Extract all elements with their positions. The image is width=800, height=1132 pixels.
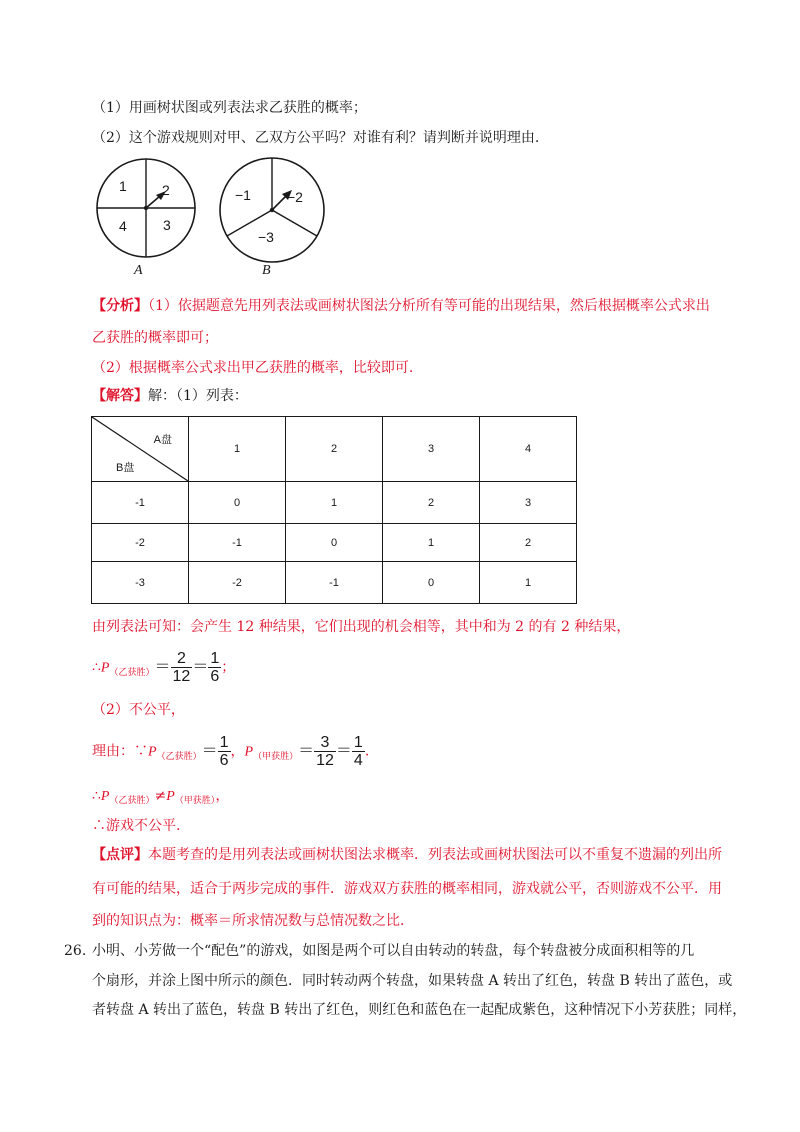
equals-sign: ＝ (154, 658, 171, 676)
prob-yi-line (92, 650, 235, 687)
corner-label-b: B盘 (116, 462, 135, 474)
therefore-symbol: ∴ (92, 659, 101, 676)
table-cell: -1 (286, 562, 383, 604)
question-26-number: 26. (64, 943, 87, 959)
comment-line-2: 有可能的结果，适合于两步完成的事件．游戏双方获胜的概率相同，游戏就公平，否则游戏不公平．用 (92, 881, 722, 897)
table-cell: 3 (480, 482, 577, 524)
part-2-line: （2）不公平， (92, 702, 185, 718)
p-symbol: P (148, 744, 157, 760)
p-yi-subscript: （乙获胜） (109, 667, 155, 678)
table-row-label: -1 (92, 482, 189, 524)
equals-sign: ＝ (201, 742, 218, 760)
table-corner-cell (92, 417, 189, 482)
table-header-cell: 1 (189, 417, 286, 482)
analysis-line-1 (92, 297, 710, 315)
p-symbol: P (100, 660, 110, 676)
fraction-2-12: $\frac{2}{12}$ (172, 650, 191, 685)
table-cell: 0 (189, 482, 286, 524)
equals-sign: ＝ (298, 742, 315, 760)
question-1: （1）用画树状图或列表法求乙获胜的概率； (92, 100, 367, 116)
comment-tag: 【点评】 (92, 847, 148, 863)
spinner-a-figure (86, 158, 206, 266)
table-row (92, 524, 577, 562)
table-row-label: -2 (92, 524, 189, 562)
sum-table (91, 416, 577, 604)
comment-text-1: 本题考查的是用列表法或画树状图法求概率．列表法或画树状图法可以不重复不遗漏的列出所 (148, 847, 722, 863)
spinner-a-sector-4: 4 (119, 218, 127, 234)
table-cell: 2 (383, 482, 480, 524)
p-jia-subscript: （甲获胜） (253, 751, 299, 762)
solution-intro-text: 解：（1）列表： (148, 388, 248, 404)
table-cell: 2 (480, 524, 577, 562)
comment-line-1 (92, 846, 722, 864)
question-26-line-3: 者转盘 A 转出了蓝色，转盘 B 转出了红色，则红色和蓝色在一起配成紫色，这种情况下小芳获胜；同样， (92, 1002, 747, 1018)
comment-line-3: 到的知识点为：概率＝所求情况数与总情况数之比． (92, 913, 414, 929)
comma: ， (215, 788, 230, 804)
solution-tag: 【解答】 (92, 388, 148, 404)
table-header-row (92, 417, 577, 482)
table-cell: 0 (286, 524, 383, 562)
reason-label: 理由：∵ (92, 743, 148, 760)
question-2: （2）这个游戏规则对甲、乙双方公平吗？对谁有利？请判断并说明理由. (92, 130, 540, 146)
fraction-1-4: $\frac{1}{4}$ (353, 734, 363, 769)
comma: ， (230, 743, 245, 760)
p-symbol: P (244, 744, 254, 760)
p-yi-subscript: （乙获胜） (156, 751, 202, 762)
spinner-a-caption: A (134, 263, 143, 278)
spinner-b-caption: B (262, 263, 271, 278)
table-header-cell: 2 (286, 417, 383, 482)
fraction-1-6: $\frac{1}{6}$ (210, 650, 220, 685)
spinner-a-sector-3: 3 (163, 217, 171, 233)
therefore-symbol: ∴ (92, 788, 101, 804)
spinner-b-sector-minus-1: −1 (235, 187, 251, 203)
table-header-cell: 3 (383, 417, 480, 482)
table-cell: 1 (286, 482, 383, 524)
table-cell: -1 (189, 524, 286, 562)
table-header-cell: 4 (480, 417, 577, 482)
question-26-line-2: 个扇形，并涂上图中所示的颜色．同时转动两个转盘，如果转盘 A 转出了红色，转盘 B 转出了蓝色，或 (92, 973, 733, 989)
analysis-line-3: （2）根据概率公式求出甲乙获胜的概率，比较即可. (92, 360, 414, 376)
equals-sign: ＝ (335, 742, 352, 760)
neq-line (92, 787, 229, 807)
equals-sign: ＝ (192, 658, 209, 676)
period: . (364, 743, 370, 760)
reason-line (92, 734, 369, 771)
p-symbol: P (166, 789, 175, 804)
analysis-line-2: 乙获胜的概率即可； (92, 330, 218, 346)
conclusion-line-1: 由列表法可知：会产生 12 种结果，它们出现的机会相等，其中和为 2 的有 2 种结果， (92, 619, 631, 635)
fraction-1-6: $\frac{1}{6}$ (219, 734, 229, 769)
question-26-line-1: 小明、小芳做一个“配色”的游戏，如图是两个可以自由转动的转盘，每个转盘被分成面积相等的几 (92, 943, 695, 959)
not-equal-sign: ≠ (154, 788, 167, 804)
analysis-text-1: （1）依据题意先用列表法或画树状图法分析所有等可能的出现结果，然后根据概率公式求出 (148, 298, 710, 314)
table-row-label: -3 (92, 562, 189, 604)
table-cell: -2 (189, 562, 286, 604)
p-symbol: P (100, 789, 110, 804)
spinner-b-figure (218, 156, 328, 268)
table-row (92, 482, 577, 524)
corner-label-a: A盘 (153, 434, 172, 446)
table-row (92, 562, 577, 604)
p-jia-subscript: （甲获胜） (174, 796, 216, 806)
analysis-tag: 【分析】 (92, 298, 148, 314)
table-cell: 1 (480, 562, 577, 604)
p-yi-subscript: （乙获胜） (109, 796, 155, 806)
fraction-3-12: $\frac{3}{12}$ (316, 734, 334, 769)
solution-intro (92, 387, 248, 405)
spinner-a-sector-1: 1 (119, 178, 127, 194)
spinner-a-sector-2: 2 (162, 182, 170, 198)
spinner-b-sector-minus-2: −2 (287, 189, 303, 205)
semicolon: ； (221, 659, 236, 676)
unfair-line: ∴游戏不公平. (92, 818, 181, 834)
spinner-b-sector-minus-3: −3 (258, 229, 274, 245)
table-cell: 0 (383, 562, 480, 604)
table-cell: 1 (383, 524, 480, 562)
